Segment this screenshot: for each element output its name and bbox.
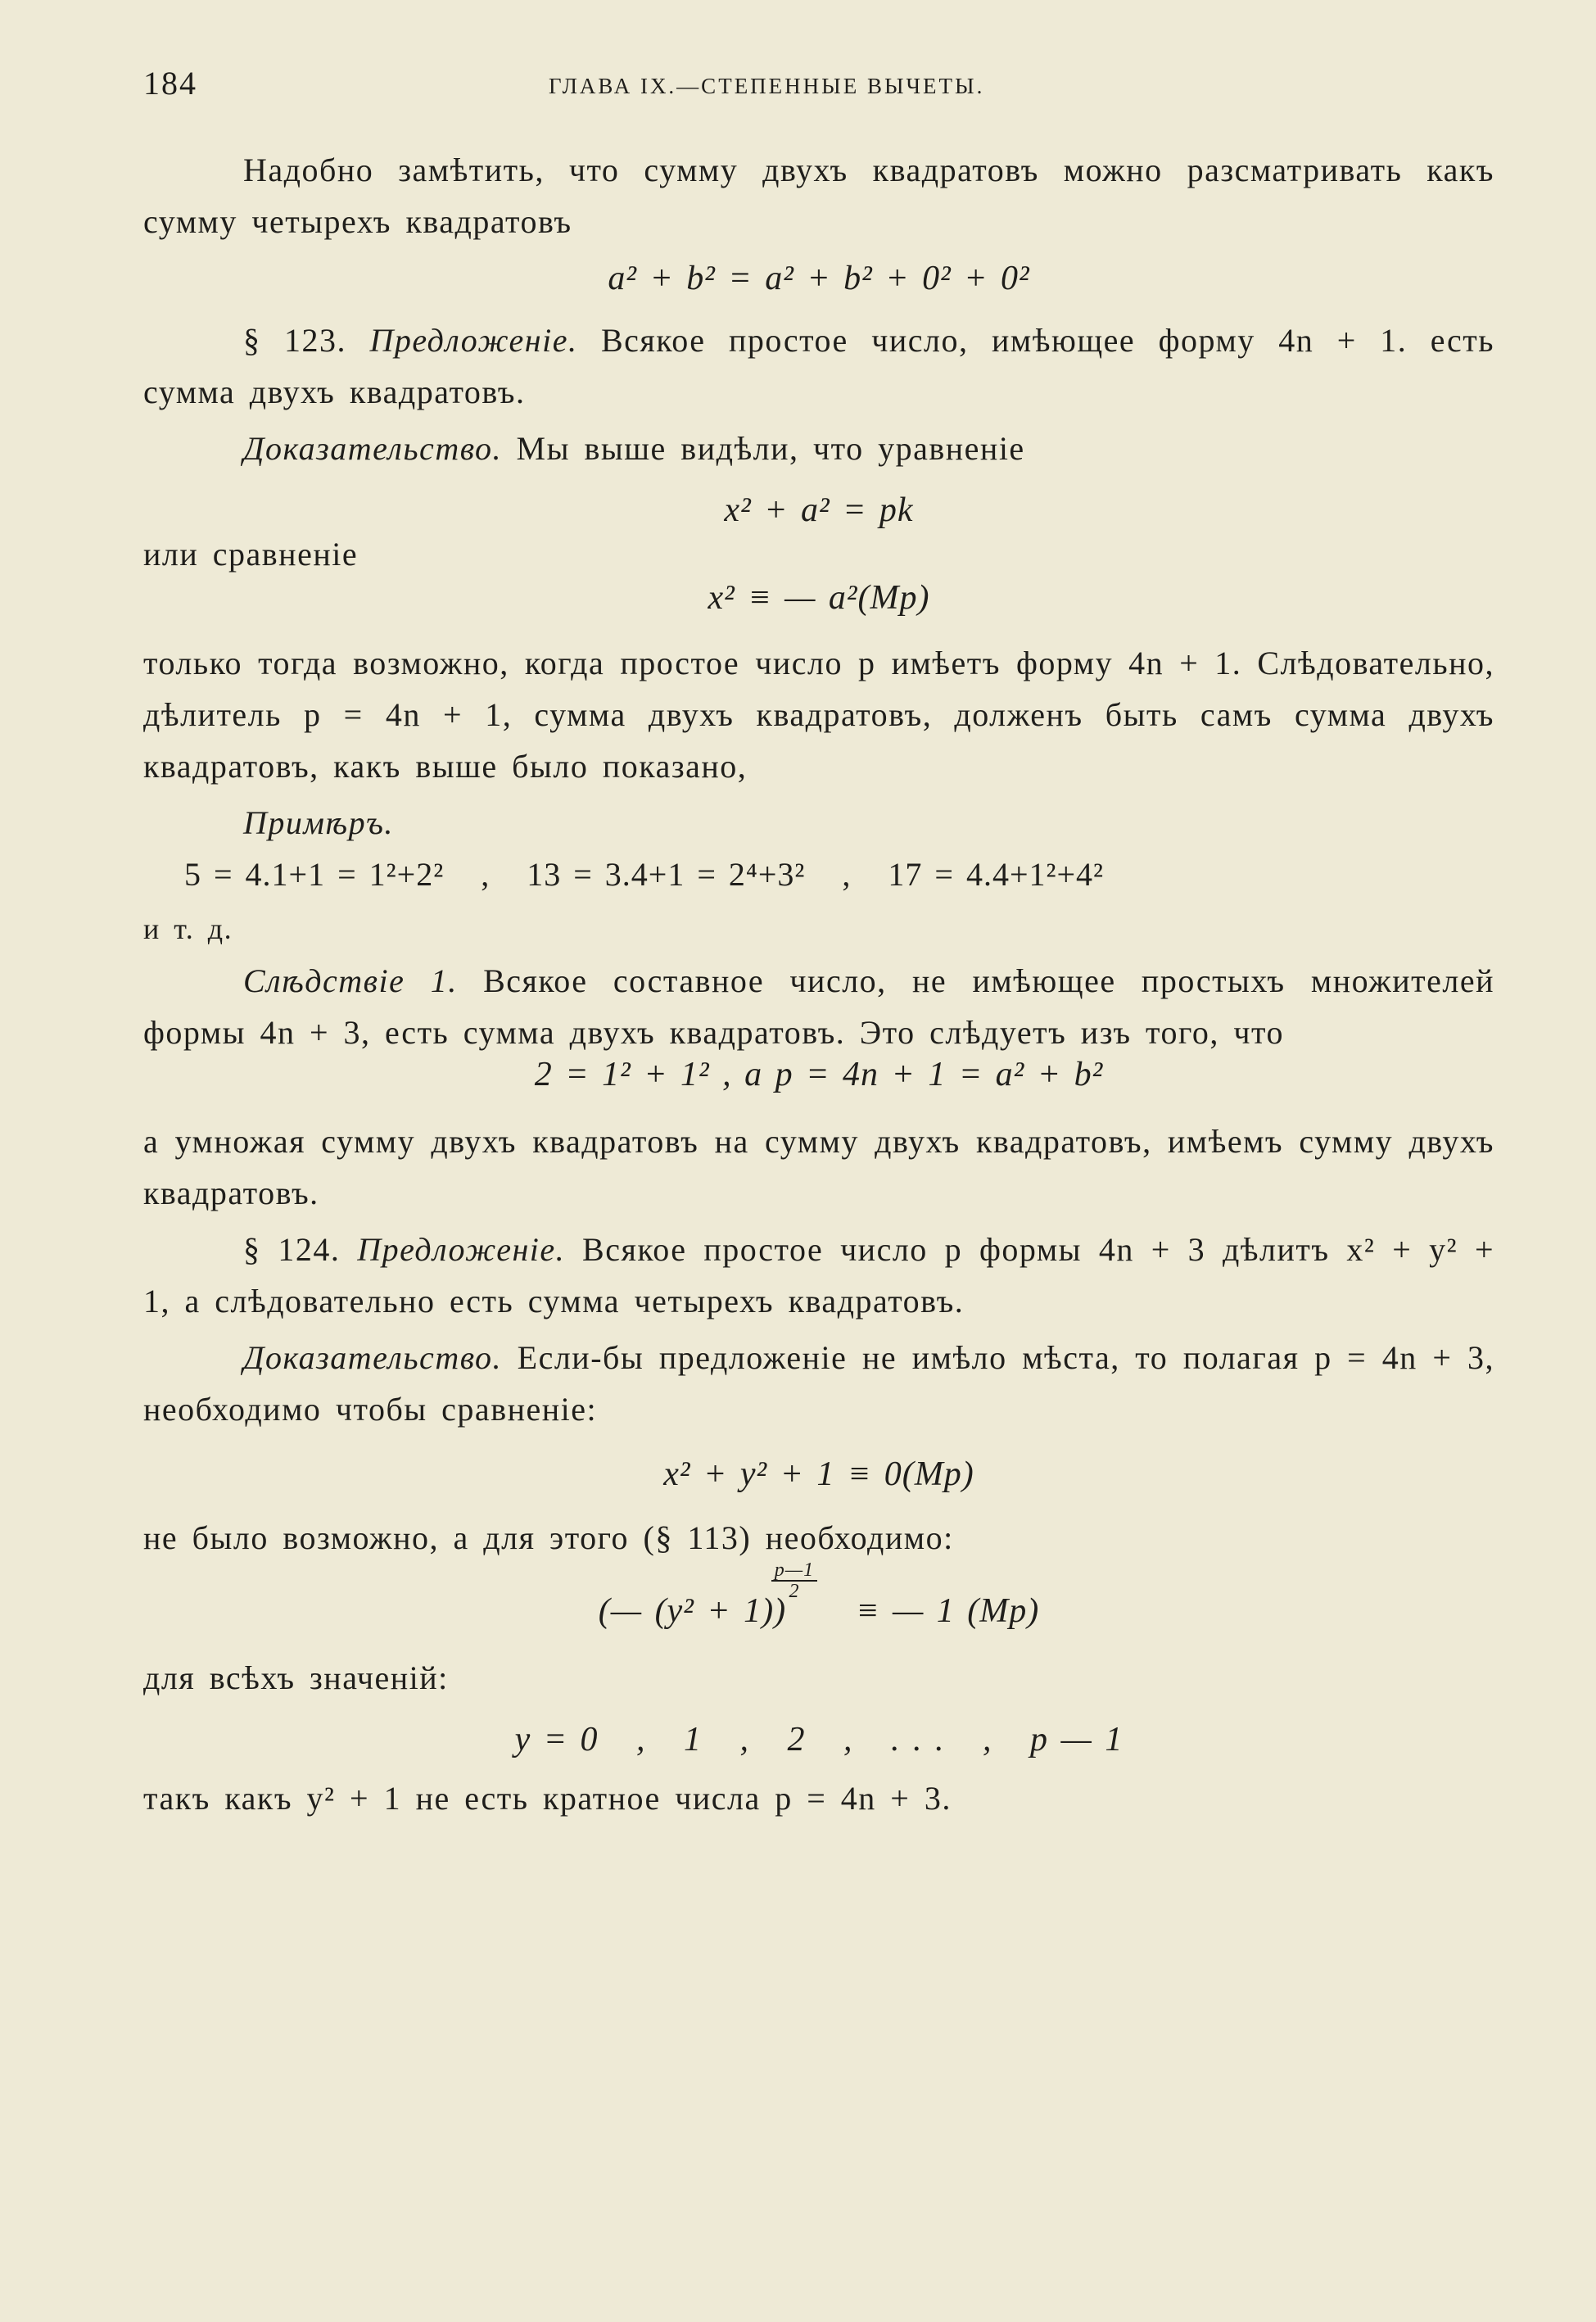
- proposition-title: Предложеніе.: [369, 322, 578, 359]
- equation-euler-criterion: [143, 1559, 1494, 1649]
- proposition-title: Предложеніе.: [357, 1231, 566, 1268]
- corollary-title: Слѣдствіе 1.: [243, 962, 458, 999]
- proof-paragraph-2: [143, 1332, 1494, 1435]
- page-body: [143, 144, 1494, 1824]
- paragraph-multiplying: а умножая сумму двухъ квадратовъ на сумму двухъ квадратовъ, имѣемъ сумму двухъ квадратовъ.: [143, 1123, 1494, 1211]
- paragraph-sum-of-squares: Надобно замѣтить, что сумму двухъ квадратовъ можно разсматривать какъ сумму четырехъ квадратовъ: [143, 152, 1494, 240]
- proof-paragraph: [143, 423, 1494, 474]
- paragraph-not-multiple: такъ какъ y² + 1 не есть кратное числа p = 4n + 3.: [143, 1780, 952, 1817]
- corollary-1: [143, 955, 1494, 1058]
- section-124: [143, 1224, 1494, 1327]
- proof-title: Доказательство.: [243, 1339, 503, 1376]
- etc-text: и т. д.: [143, 912, 233, 945]
- euler-base: (— (y² + 1)): [598, 1592, 787, 1630]
- proof-text: Если-бы предложеніе не имѣло мѣста, то полагая p = 4n + 3, необходимо чтобы сравненіе:: [143, 1339, 1495, 1428]
- paragraph-necessary: не было возможно, а для этого (§ 113) необходимо:: [143, 1519, 954, 1556]
- equation-pk: x² + a² = pk: [724, 491, 914, 529]
- section-mark: § 123.: [243, 322, 346, 359]
- equation-x2-y2-1: x² + y² + 1 ≡ 0(Mp): [663, 1455, 974, 1493]
- running-head: ГЛАВА IX.—СТЕПЕННЫЕ ВЫЧЕТЫ.: [549, 74, 985, 98]
- section-mark: § 124.: [243, 1231, 341, 1268]
- proposition-text: Всякое простое число, имѣющее форму 4n + 1. есть сумма двухъ квадратовъ.: [143, 322, 1495, 410]
- euler-exponent: [771, 1560, 817, 1601]
- equation-y-values: y = 0 , 1 , 2 , . . . , p — 1: [514, 1721, 1124, 1758]
- euler-rest: ≡ — 1 (Mp): [856, 1592, 1040, 1630]
- proof-text: Мы выше видѣли, что уравненіе: [516, 430, 1025, 467]
- examples-line: 5 = 4.1+1 = 1²+2² , 13 = 3.4+1 = 2⁴+3² , 17 = 4.4+1²+4²: [184, 856, 1105, 893]
- page-number: 184: [143, 65, 197, 102]
- exponent-numerator: p—1: [771, 1560, 817, 1582]
- equation-congruence: x² ≡ — a²(Mp): [708, 579, 930, 617]
- paragraph-all-values: для всѣхъ значеній:: [143, 1659, 449, 1696]
- euler-base-wrapper: [598, 1559, 815, 1631]
- page-header: [143, 64, 1494, 113]
- equation-four-squares: a² + b² = a² + b² + 0² + 0²: [608, 260, 1030, 297]
- proof-title: Доказательство.: [243, 430, 503, 467]
- corollary-text: Всякое составное число, не имѣющее простыхъ множителей формы 4n + 3, есть сумма двухъ квадратовъ. Это слѣдуетъ изъ того, что: [143, 962, 1495, 1051]
- proposition-text: Всякое простое число p формы 4n + 3 дѣлитъ x² + y² + 1, а слѣдовательно есть сумма четырехъ квадратовъ.: [143, 1231, 1495, 1319]
- example-title: Примѣръ.: [243, 804, 394, 841]
- exponent-denominator: 2: [789, 1581, 800, 1602]
- equation-two-squares: 2 = 1² + 1² , a p = 4n + 1 = a² + b²: [534, 1056, 1104, 1093]
- paragraph-divisor: только тогда возможно, когда простое число p имѣетъ форму 4n + 1. Слѣдовательно, дѣлитель p = 4n + 1, сумма двухъ квадратовъ, долженъ быть самъ сумма двухъ квадратовъ, какъ выше было показано,: [143, 645, 1494, 785]
- section-123: [143, 315, 1494, 418]
- or-comparison-label: или сравненіе: [143, 536, 359, 573]
